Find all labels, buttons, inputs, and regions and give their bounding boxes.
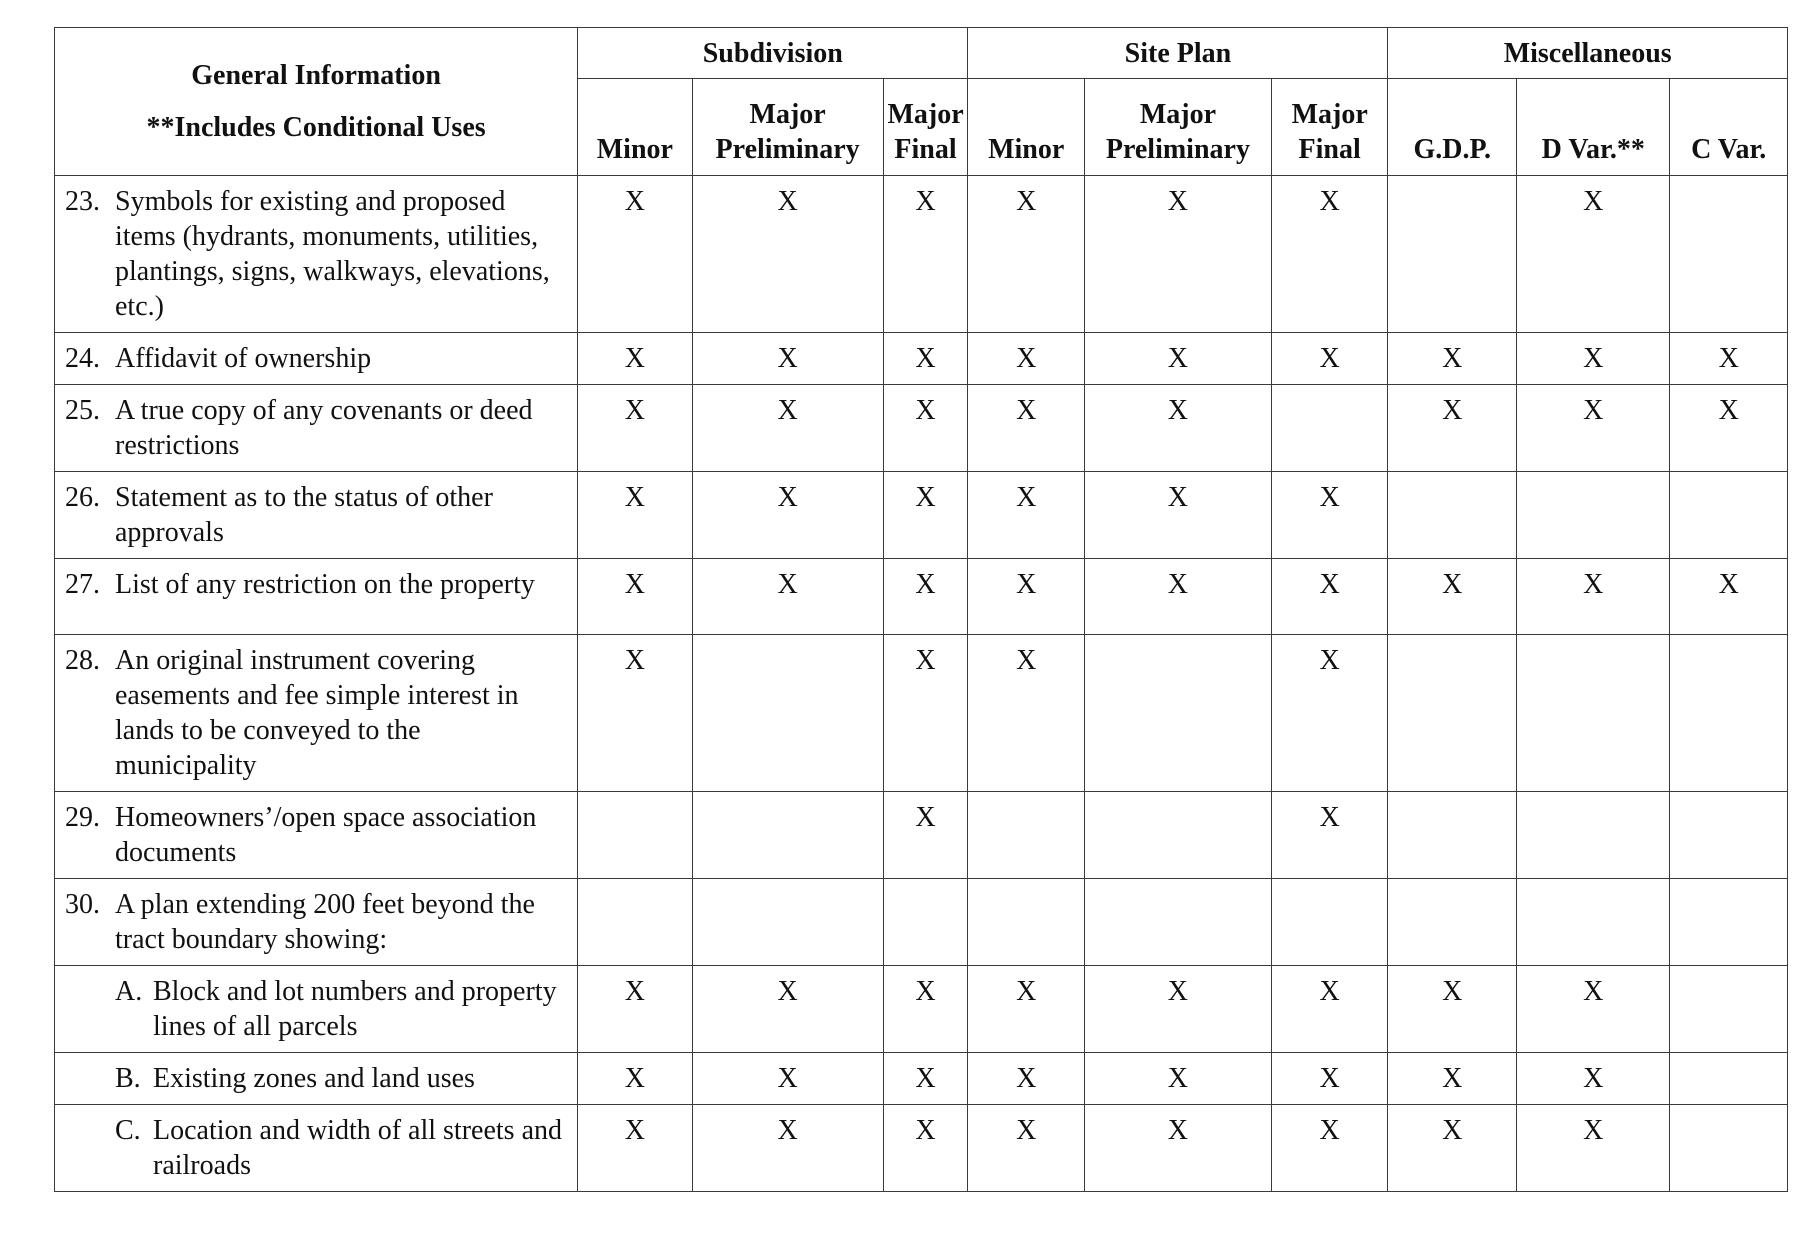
requirement-mark: X (1517, 333, 1670, 385)
requirement-text: An original instrument covering easements and fee simple interest in lands to be conveyed to the municipality (115, 645, 519, 781)
requirement-text: Homeowners’/open space association documents (115, 802, 537, 868)
requirement-mark: X (692, 385, 883, 472)
requirement-mark: X (1084, 176, 1271, 333)
requirement-cell (55, 879, 578, 966)
column-header-line: Minor (988, 134, 1065, 165)
column-header-line: Minor (596, 134, 673, 165)
column-header-line: Final (894, 134, 957, 165)
requirement-mark: X (578, 635, 692, 792)
requirement-mark: X (883, 176, 968, 333)
requirement-mark (1084, 879, 1271, 966)
requirement-mark: X (968, 1053, 1084, 1105)
column-header-line: Major (749, 99, 826, 130)
requirement-cell (55, 1053, 578, 1105)
requirement-text: Symbols for existing and proposed items (hydrants, monuments, utilities, plantings, signs, walkways, elevations, etc.) (115, 186, 550, 322)
requirement-mark: X (1271, 1105, 1388, 1192)
requirement-mark (1517, 792, 1670, 879)
requirement-mark: X (1388, 385, 1517, 472)
requirement-mark: X (1271, 1053, 1388, 1105)
table-row (55, 472, 1788, 559)
requirement-mark: X (968, 966, 1084, 1053)
requirement-mark: X (1517, 1105, 1670, 1192)
requirement-mark: X (1084, 1105, 1271, 1192)
column-header (692, 79, 883, 176)
requirement-mark: X (883, 333, 968, 385)
column-header-line: Major (1139, 99, 1216, 130)
requirement-number: A. (115, 976, 143, 1007)
requirement-mark (1670, 792, 1788, 879)
column-header (578, 79, 692, 176)
requirement-mark: X (578, 176, 692, 333)
table-row (55, 333, 1788, 385)
requirement-mark: X (692, 176, 883, 333)
table-row (55, 559, 1788, 635)
requirement-number: 30. (65, 889, 100, 920)
requirement-mark (1388, 879, 1517, 966)
requirement-mark (1388, 176, 1517, 333)
requirements-table (54, 27, 1788, 1192)
requirement-mark: X (883, 792, 968, 879)
table-row (55, 1053, 1788, 1105)
requirement-mark: X (1388, 1053, 1517, 1105)
requirement-mark: X (883, 966, 968, 1053)
requirement-mark: X (1084, 559, 1271, 635)
requirement-mark: X (883, 385, 968, 472)
requirement-cell (55, 1105, 578, 1192)
requirement-mark (1388, 792, 1517, 879)
requirement-mark: X (1517, 966, 1670, 1053)
general-information-header (55, 28, 578, 176)
requirement-text: A plan extending 200 feet beyond the tract boundary showing: (115, 889, 535, 955)
requirement-mark (1517, 472, 1670, 559)
table-row (55, 1105, 1788, 1192)
requirement-mark: X (968, 1105, 1084, 1192)
column-header-line: Major (887, 99, 964, 130)
requirement-mark: X (1271, 966, 1388, 1053)
requirement-text: Affidavit of ownership (115, 343, 372, 374)
column-header-line: Preliminary (1105, 134, 1250, 165)
column-header (1388, 79, 1517, 176)
requirement-mark: X (578, 472, 692, 559)
requirement-text: Statement as to the status of other approvals (115, 482, 493, 548)
requirement-mark (1670, 472, 1788, 559)
requirement-mark: X (1670, 385, 1788, 472)
requirement-number: B. (115, 1063, 141, 1094)
requirement-mark (1670, 966, 1788, 1053)
requirement-mark: X (1271, 472, 1388, 559)
requirement-mark: X (1084, 1053, 1271, 1105)
requirement-mark (692, 792, 883, 879)
column-header-line: Final (1298, 134, 1361, 165)
requirement-number: 24. (65, 343, 100, 374)
requirement-mark (692, 635, 883, 792)
requirement-mark (968, 792, 1084, 879)
requirement-mark (1670, 879, 1788, 966)
requirement-number: 25. (65, 395, 100, 426)
general-information-title: General Information (191, 59, 441, 91)
requirement-mark: X (578, 385, 692, 472)
requirement-number: 27. (65, 569, 100, 600)
conditional-uses-note: **Includes Conditional Uses (146, 111, 486, 143)
requirement-text: Existing zones and land uses (153, 1063, 475, 1094)
requirement-mark: X (692, 472, 883, 559)
column-header (1517, 79, 1670, 176)
requirement-cell (55, 559, 578, 635)
requirement-mark (1388, 472, 1517, 559)
requirement-mark: X (1388, 333, 1517, 385)
requirement-number: 28. (65, 645, 100, 676)
requirement-cell (55, 472, 578, 559)
requirement-mark: X (692, 333, 883, 385)
column-header-line: C Var. (1691, 134, 1767, 165)
table-row (55, 879, 1788, 966)
requirement-mark: X (1084, 472, 1271, 559)
requirement-mark: X (1084, 333, 1271, 385)
requirement-text: Location and width of all streets and railroads (153, 1115, 562, 1181)
requirement-mark: X (1388, 966, 1517, 1053)
requirement-mark: X (1670, 333, 1788, 385)
requirement-mark: X (968, 472, 1084, 559)
group-header-site-plan: Site Plan (968, 28, 1388, 79)
table-row (55, 176, 1788, 333)
requirement-mark: X (968, 385, 1084, 472)
requirement-mark: X (692, 559, 883, 635)
requirement-text: List of any restriction on the property (115, 569, 535, 600)
requirement-number: 26. (65, 482, 100, 513)
requirement-mark (1388, 635, 1517, 792)
requirement-mark: X (1271, 635, 1388, 792)
requirement-mark (1670, 635, 1788, 792)
column-header-line: Major (1291, 99, 1368, 130)
requirement-mark: X (578, 333, 692, 385)
group-header-miscellaneous: Miscellaneous (1388, 28, 1788, 79)
requirement-number: 29. (65, 802, 100, 833)
requirement-cell (55, 966, 578, 1053)
requirement-mark (1517, 879, 1670, 966)
requirement-mark: X (883, 1053, 968, 1105)
requirement-mark: X (1517, 385, 1670, 472)
requirement-mark: X (968, 559, 1084, 635)
column-header-line: Preliminary (715, 134, 860, 165)
requirement-mark: X (1670, 559, 1788, 635)
column-header-line: D Var.** (1541, 134, 1645, 165)
requirement-mark (1271, 879, 1388, 966)
requirement-mark: X (883, 472, 968, 559)
requirement-mark: X (883, 1105, 968, 1192)
requirement-text: Block and lot numbers and property lines of all parcels (153, 976, 557, 1042)
requirement-mark: X (883, 559, 968, 635)
requirement-mark: X (692, 1053, 883, 1105)
requirement-mark: X (1517, 559, 1670, 635)
table-row (55, 792, 1788, 879)
requirement-mark: X (968, 176, 1084, 333)
column-header (883, 79, 968, 176)
requirement-mark (1271, 385, 1388, 472)
requirement-mark: X (1271, 176, 1388, 333)
requirement-cell (55, 385, 578, 472)
requirement-mark: X (1388, 559, 1517, 635)
requirement-cell (55, 176, 578, 333)
requirement-number: C. (115, 1115, 141, 1146)
requirement-mark: X (1084, 966, 1271, 1053)
requirement-cell (55, 792, 578, 879)
requirement-mark (968, 879, 1084, 966)
requirement-mark: X (578, 1105, 692, 1192)
requirement-mark (1084, 792, 1271, 879)
requirement-mark: X (578, 1053, 692, 1105)
requirement-mark (1670, 176, 1788, 333)
requirement-mark (578, 792, 692, 879)
requirement-mark: X (1517, 1053, 1670, 1105)
requirement-mark (1670, 1105, 1788, 1192)
requirement-cell (55, 333, 578, 385)
requirement-mark: X (883, 635, 968, 792)
column-header-line: G.D.P. (1413, 134, 1492, 165)
column-header (1271, 79, 1388, 176)
group-header-subdivision: Subdivision (578, 28, 968, 79)
requirement-mark: X (692, 1105, 883, 1192)
requirement-mark: X (1271, 792, 1388, 879)
requirement-mark: X (1517, 176, 1670, 333)
requirement-text: A true copy of any covenants or deed restrictions (115, 395, 533, 461)
requirement-mark: X (578, 966, 692, 1053)
table-row (55, 385, 1788, 472)
requirement-mark: X (692, 966, 883, 1053)
requirement-mark: X (578, 559, 692, 635)
requirement-mark (578, 879, 692, 966)
requirement-mark: X (968, 333, 1084, 385)
requirement-mark: X (1084, 385, 1271, 472)
requirement-mark (692, 879, 883, 966)
requirement-mark (1517, 635, 1670, 792)
requirement-mark: X (1271, 559, 1388, 635)
requirement-mark (1670, 1053, 1788, 1105)
requirement-mark: X (1388, 1105, 1517, 1192)
requirement-mark (883, 879, 968, 966)
column-header (1670, 79, 1788, 176)
requirement-cell (55, 635, 578, 792)
requirement-mark: X (1271, 333, 1388, 385)
table-row (55, 635, 1788, 792)
column-header (1084, 79, 1271, 176)
column-header (968, 79, 1084, 176)
requirement-number: 23. (65, 186, 100, 217)
requirement-mark (1084, 635, 1271, 792)
requirement-mark: X (968, 635, 1084, 792)
table-row (55, 966, 1788, 1053)
